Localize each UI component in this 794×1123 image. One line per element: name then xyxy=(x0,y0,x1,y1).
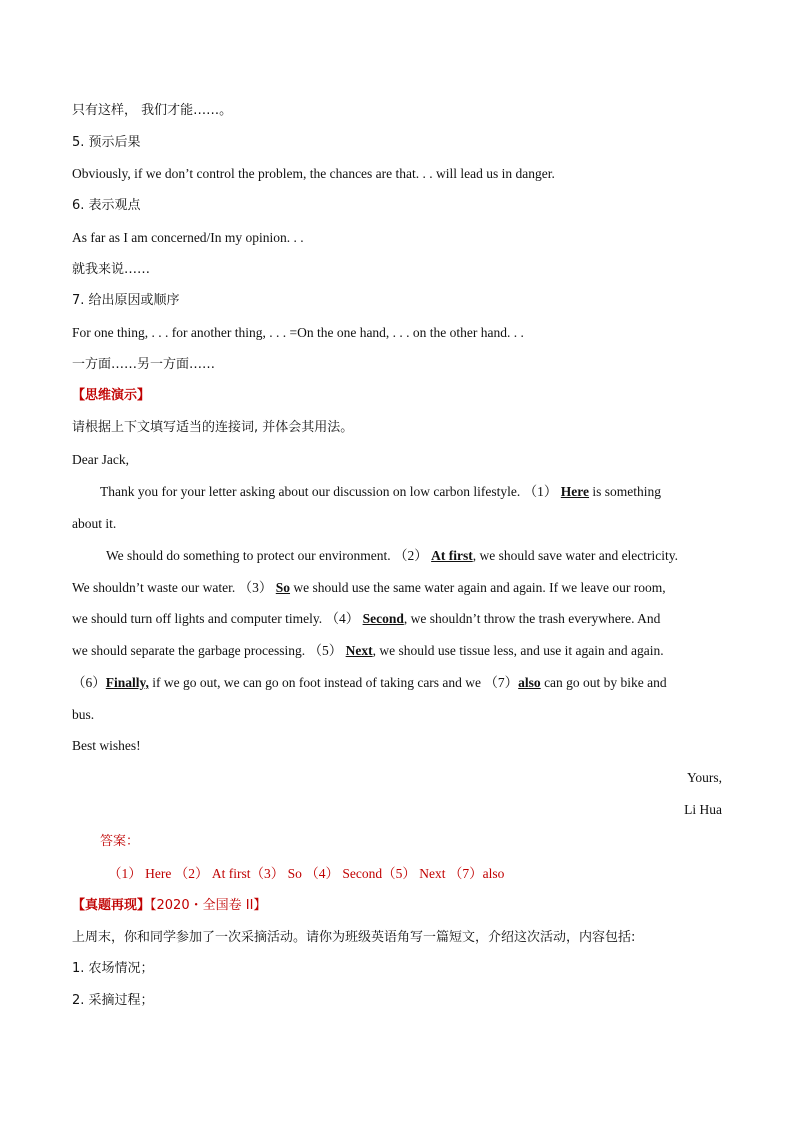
letter-line: bus. xyxy=(72,707,95,722)
letter-text: , we shouldn’t throw the trash everywhere. And xyxy=(403,611,661,626)
letter-text: is something xyxy=(589,484,662,499)
text-line: 一方面……另一方面…… xyxy=(72,357,216,372)
letter-text: we should separate the garbage processing. （5） xyxy=(72,643,346,658)
letter-line xyxy=(72,546,722,566)
text-line: 就我来说…… xyxy=(72,262,151,277)
text-line: For one thing, . . . for another thing, . . . =On the one hand, . . . on the other hand. . . xyxy=(72,325,524,340)
letter-text: we should use the same water again and again. If we leave our room, xyxy=(290,580,666,595)
letter-closing: Best wishes! xyxy=(72,738,141,753)
list-item: 1. 农场情况； xyxy=(72,961,154,976)
letter-text: Thank you for your letter asking about our discussion on low carbon lifestyle. （1） xyxy=(100,484,558,499)
letter-line xyxy=(72,641,722,661)
letter-line xyxy=(72,482,722,502)
text-line: As far as I am concerned/In my opinion. . . xyxy=(72,230,304,245)
letter-line xyxy=(72,673,722,693)
section-title: 【思维演示】 xyxy=(72,388,151,403)
letter-text: can go out by bike and xyxy=(540,675,667,690)
blank-answer-7: also xyxy=(518,675,541,690)
letter-text: , we should use tissue less, and use it again and again. xyxy=(372,643,664,658)
answer-text: （1） Here （2） At first（3） So （4） Second（5） Next （7）also xyxy=(108,866,505,881)
letter-text: if we go out, we can go on foot instead of taking cars and we （7） xyxy=(148,675,519,690)
blank-answer-1: Here xyxy=(560,484,590,499)
letter-text: We shouldn’t waste our water. （3） xyxy=(72,580,276,595)
letter-line: about it. xyxy=(72,516,117,531)
blank-answer-6: Finally, xyxy=(105,675,149,690)
answer-label: 答案： xyxy=(100,834,140,849)
text-line: Obviously, if we don’t control the problem, the chances are that. . . will lead us in danger. xyxy=(72,166,555,181)
exam-source-tag: 【2020・全国卷 II】 xyxy=(150,898,267,913)
section-title: 【真题再现】 xyxy=(72,898,151,913)
heading-line: 5. 预示后果 xyxy=(72,135,141,150)
letter-signature: Li Hua xyxy=(684,802,722,817)
letter-salutation: Dear Jack, xyxy=(72,452,129,467)
instruction-text: 请根据上下文填写适当的连接词, 并体会其用法。 xyxy=(72,420,354,435)
blank-answer-3: So xyxy=(275,580,291,595)
blank-answer-5: Next xyxy=(345,643,373,658)
letter-line xyxy=(72,609,722,629)
letter-text: we should turn off lights and computer timely. （4） xyxy=(72,611,363,626)
letter-text: （6） xyxy=(72,675,106,690)
letter-yours: Yours, xyxy=(686,770,722,785)
section-title-line xyxy=(72,896,722,916)
letter-text: , we should save water and electricity. xyxy=(472,548,679,563)
list-item: 2. 采摘过程； xyxy=(72,993,154,1008)
blank-answer-4: Second xyxy=(362,611,404,626)
heading-line: 6. 表示观点 xyxy=(72,198,141,213)
letter-line xyxy=(72,578,722,598)
heading-line: 7. 给出原因或顺序 xyxy=(72,293,180,308)
blank-answer-2: At first xyxy=(431,548,473,563)
prompt-text: 上周末，你和同学参加了一次采摘活动。请你为班级英语角写一篇短文，介绍这次活动，内容包括: xyxy=(72,930,636,945)
text-line: 只有这样， 我们才能……。 xyxy=(72,103,233,118)
letter-text: We should do something to protect our environment. （2） xyxy=(106,548,432,563)
